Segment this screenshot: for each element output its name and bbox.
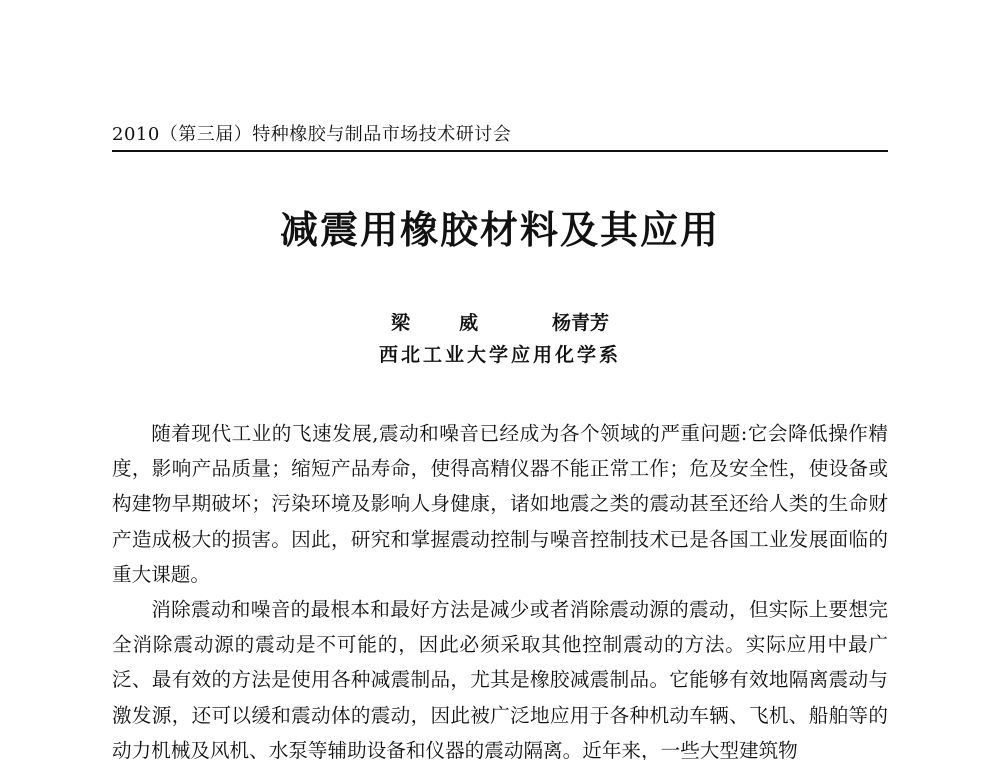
header-rule bbox=[112, 150, 888, 152]
running-header: 2010（第三届）特种橡胶与制品市场技术研讨会 bbox=[112, 124, 512, 145]
article-affiliation: 西北工业大学应用化学系 bbox=[378, 344, 621, 366]
body-paragraph-2: 消除震动和噪音的最根本和最好方法是减少或者消除震动源的震动，但实际上要想完全消除震动源的震动是不可能的，因此必须采取其他控制震动的方法。实际应用中最广泛、最有效的方法是使用各种减震制品，尤其是橡胶减震制品。它能够有效地隔离震动与激发源，还可以缓和震动体的震动，因此被广泛地应用于各种机动车辆、飞机、船舶等的动力机械及风机、水泵等辅助设备和仪器的震动隔离。近年来，一些大型建筑物 bbox=[112, 598, 888, 760]
body-paragraph-1: 随着现代工业的飞速发展,震动和噪音已经成为各个领域的严重问题:它会降低操作精度，影响产品质量；缩短产品寿命，使得高精仪器不能正常工作；危及安全性，使设备或构建物早期破坏；污染环境及影响人身健康，诸如地震之类的震动甚至还给人类的生命财产造成极大的损害。因此，研究和掌握震动控制与噪音控制技术已是各国工业发展面临的重大课题。 bbox=[112, 422, 888, 586]
article-authors: 梁 威 杨青芳 bbox=[390, 312, 610, 334]
article-title: 减震用橡胶材料及其应用 bbox=[279, 207, 720, 252]
article-body bbox=[112, 416, 888, 760]
